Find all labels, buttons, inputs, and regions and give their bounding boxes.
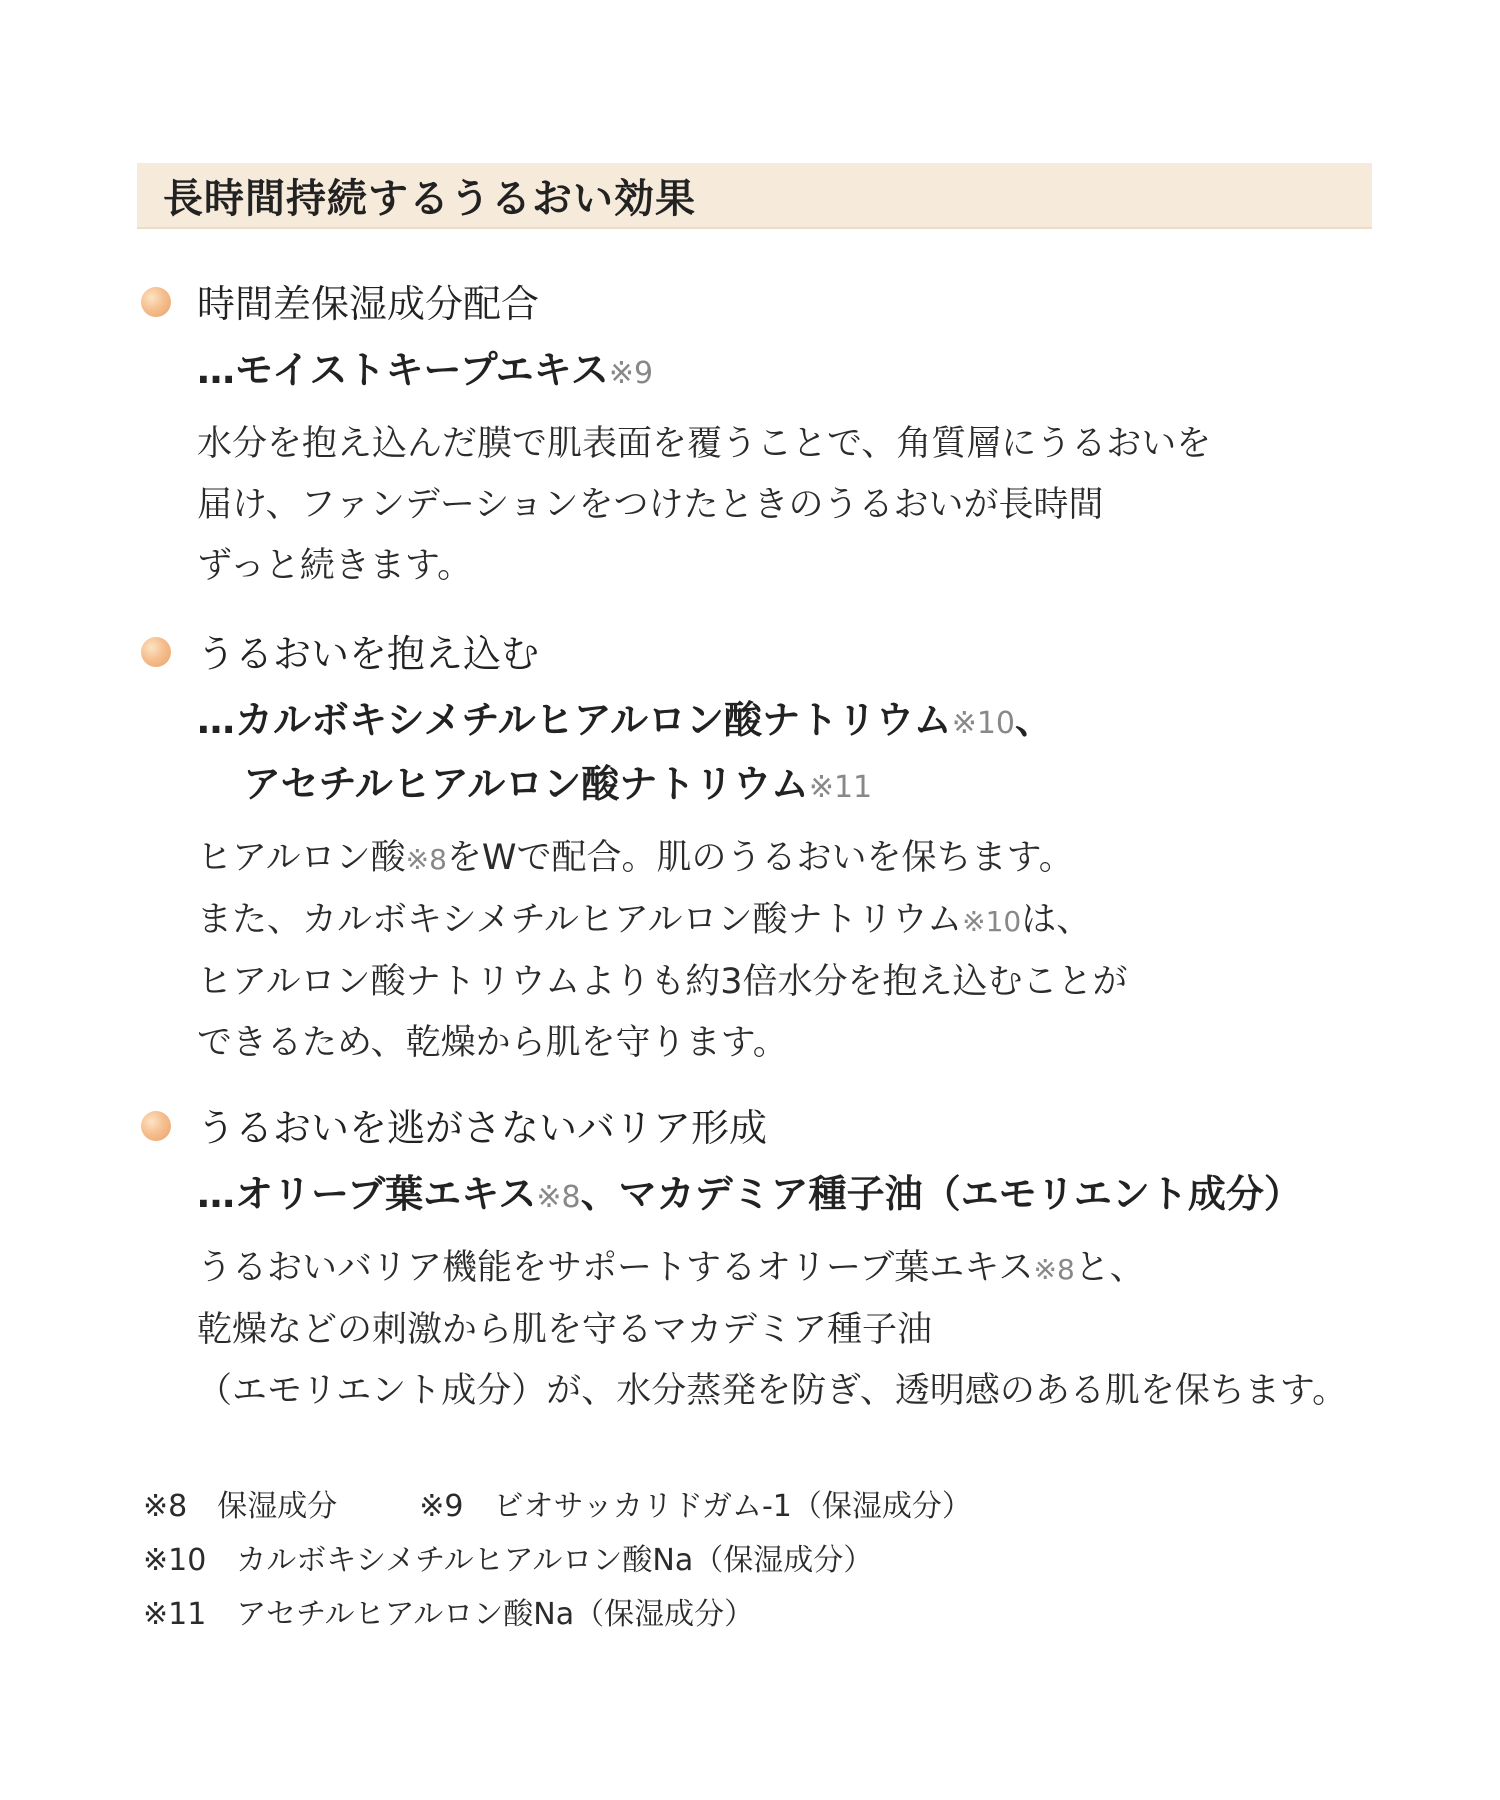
ingredient-name: オリーブ葉エキス <box>235 1172 537 1216</box>
ingredient-list <box>197 1164 1377 1228</box>
feature-section-1 <box>137 278 1377 597</box>
footnote-10: ※10 カルボキシメチルヒアルロン酸Na（保湿成分） <box>143 1543 874 1578</box>
page-title: 長時間持続するうるおい効果 <box>163 175 696 222</box>
feature-title: うるおいを抱え込む <box>197 632 540 676</box>
description-line: ヒアルロン酸ナトリウムよりも約3倍水分を抱え込むことが <box>197 962 1128 1002</box>
footnote-line <box>143 1480 1343 1534</box>
feature-description <box>197 828 1377 1074</box>
ingredient-line <box>197 1164 1377 1228</box>
ingredient-suffix: 、 <box>1015 698 1054 742</box>
ingredient-suffix: 、マカデミア種子油（エモリエント成分） <box>580 1172 1302 1216</box>
ellipsis: … <box>197 348 235 392</box>
description-line: できるため、乾燥から肌を守ります。 <box>197 1023 788 1063</box>
feature-section-3 <box>137 1102 1377 1422</box>
footnote-ref: ※11 <box>808 770 873 805</box>
footnote-11: ※11 アセチルヒアルロン酸Na（保湿成分） <box>143 1597 755 1632</box>
description-text: また、カルボキシメチルヒアルロン酸ナトリウム <box>197 900 963 940</box>
ingredient-line <box>197 690 1377 754</box>
footnote-ref: ※8 <box>405 843 447 876</box>
footnote-ref: ※9 <box>608 356 654 391</box>
ingredient-name: モイストキープエキス <box>235 348 609 392</box>
ingredient-name: カルボキシメチルヒアルロン酸ナトリウム <box>235 698 952 742</box>
ingredient-line <box>197 340 1377 404</box>
footnotes <box>143 1480 1343 1642</box>
description-line: 届け、ファンデーションをつけたときのうるおいが長時間 <box>197 485 1104 525</box>
description-line <box>197 890 1377 952</box>
feature-description <box>197 1238 1377 1422</box>
circle-bullet-icon <box>141 637 171 667</box>
feature-title: うるおいを逃がさないバリア形成 <box>197 1106 768 1150</box>
circle-bullet-icon <box>141 1111 171 1141</box>
footnote-9: ※9 ビオサッカリドガム-1（保湿成分） <box>419 1489 972 1524</box>
description-text: をWで配合。肌のうるおいを保ちます。 <box>446 838 1074 878</box>
description-text: は、 <box>1021 900 1092 940</box>
footnote-ref: ※10 <box>962 905 1022 938</box>
feature-title: 時間差保湿成分配合 <box>197 282 540 326</box>
circle-bullet-icon <box>141 287 171 317</box>
footnote-ref: ※10 <box>951 706 1015 741</box>
description-text: ヒアルロン酸 <box>197 838 406 878</box>
description-line: 乾燥などの刺激から肌を守るマカデミア種子油 <box>197 1310 933 1350</box>
description-line: （エモリエント成分）が、水分蒸発を防ぎ、透明感のある肌を保ちます。 <box>197 1371 1348 1411</box>
ingredient-list <box>197 690 1377 818</box>
section-header <box>137 163 1372 229</box>
ellipsis: … <box>197 1172 235 1216</box>
description-text: と、 <box>1074 1248 1145 1288</box>
footnote-ref: ※8 <box>1033 1253 1075 1286</box>
description-line <box>197 828 1377 890</box>
description-line: ずっと続きます。 <box>197 546 473 586</box>
ingredient-line <box>197 754 1377 818</box>
footnote-ref: ※8 <box>536 1180 581 1215</box>
ingredient-list <box>197 340 1377 404</box>
ellipsis: … <box>197 698 235 742</box>
description-text: うるおいバリア機能をサポートするオリーブ葉エキス <box>197 1248 1034 1288</box>
feature-description <box>197 414 1377 597</box>
footnote-8: ※8 保湿成分 <box>143 1489 338 1524</box>
description-line <box>197 1238 1377 1300</box>
feature-section-2 <box>137 628 1377 1074</box>
description-line: 水分を抱え込んだ膜で肌表面を覆うことで、角質層にうるおいを <box>197 424 1212 464</box>
ingredient-name: アセチルヒアルロン酸ナトリウム <box>243 762 809 806</box>
